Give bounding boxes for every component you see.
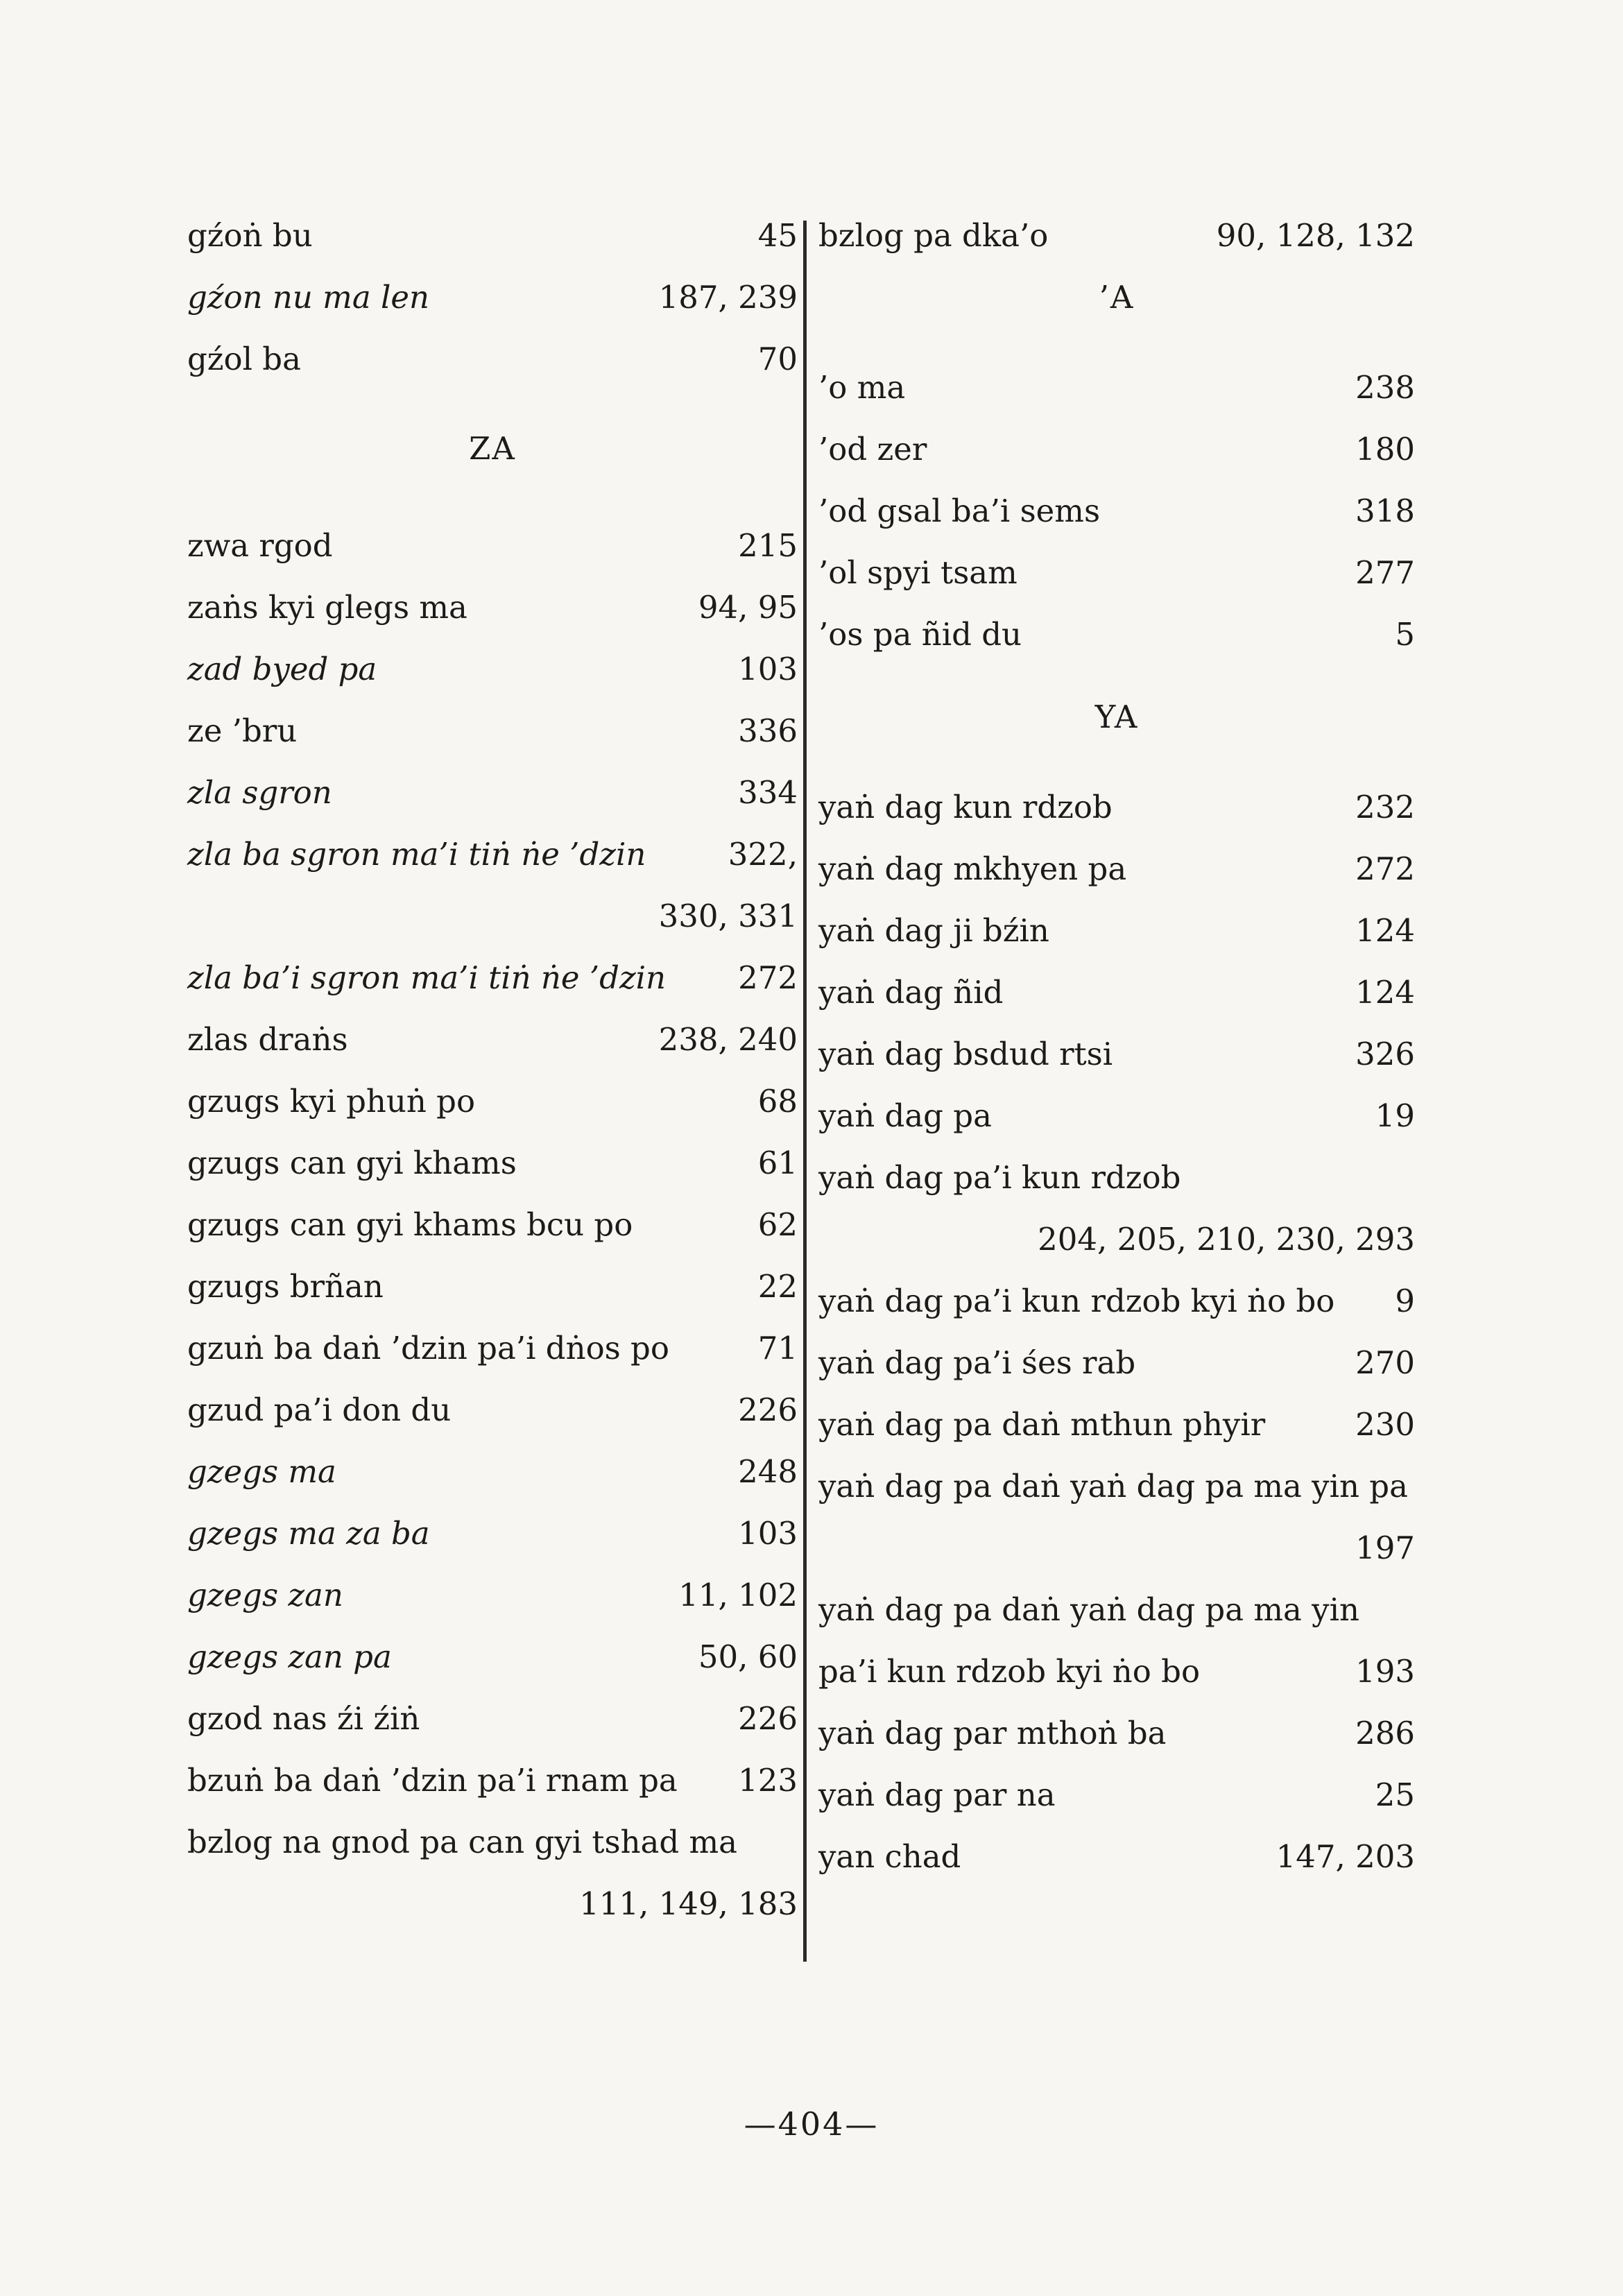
entry-pages: 5 <box>1395 616 1415 653</box>
index-entry <box>187 1815 798 1870</box>
entry-pages: 238, 240 <box>658 1021 798 1058</box>
index-entry <box>818 483 1415 539</box>
entry-term: bzlog na gnod pa can gyi tshad ma <box>187 1824 737 1860</box>
index-entry <box>818 780 1415 835</box>
section-heading-za: ZA <box>469 430 516 467</box>
entry-pages: 187, 239 <box>658 279 798 316</box>
entry-term: yaṅ dag pa daṅ mthun phyir <box>818 1406 1266 1443</box>
entry-term: ’os pa ñid du <box>818 616 1022 653</box>
page-number: —404— <box>744 2105 879 2143</box>
index-entry <box>818 841 1415 897</box>
entry-pages: 238 <box>1355 369 1415 406</box>
entry-pages: 61 <box>757 1145 798 1181</box>
entry-term: yaṅ dag par na <box>818 1776 1056 1813</box>
entry-pages: 270 <box>1355 1344 1415 1381</box>
index-entry <box>187 1444 798 1500</box>
entry-term: yaṅ dag ji bźin <box>818 912 1049 949</box>
index-entry <box>187 1136 798 1191</box>
entry-pages: 334 <box>738 774 798 811</box>
entry-pages: 19 <box>1375 1097 1415 1134</box>
entry-term: ze ’bru <box>187 712 298 749</box>
entry-term: pa’i kun rdzob kyi ṅo bo <box>818 1653 1201 1690</box>
entry-pages: 336 <box>738 712 798 749</box>
entry-term: bzlog pa dka’o <box>818 217 1049 254</box>
entry-term: gźon nu ma len <box>187 279 429 316</box>
index-entry <box>187 1382 798 1438</box>
entry-pages: 103 <box>738 1515 798 1552</box>
entry-pages: 94, 95 <box>698 589 798 626</box>
index-entry <box>818 1829 1415 1885</box>
entry-term: zad byed pa <box>187 651 377 687</box>
entry-pages: 68 <box>757 1083 798 1120</box>
entry-term: ’od gsal ba’i sems <box>818 492 1101 529</box>
entry-pages: 62 <box>757 1206 798 1243</box>
index-entry <box>818 1150 1415 1206</box>
entry-term: yaṅ dag ñid <box>818 974 1004 1011</box>
left-column <box>187 208 798 1977</box>
index-entry <box>818 422 1415 477</box>
index-entry <box>818 1459 1415 1514</box>
entry-pages: 25 <box>1375 1776 1415 1813</box>
entry-pages: 111, 149, 183 <box>579 1885 798 1922</box>
entry-term: gzegs ma <box>187 1453 336 1490</box>
entry-pages: 50, 60 <box>698 1638 798 1675</box>
index-entry <box>818 1274 1415 1329</box>
entry-term: gźol ba <box>187 341 301 377</box>
entry-term: bzuṅ ba daṅ ’dzin pa’i rnam pa <box>187 1762 678 1799</box>
entry-pages: 124 <box>1355 912 1415 949</box>
entry-term: yaṅ dag pa daṅ yaṅ dag pa ma yin <box>818 1591 1359 1628</box>
index-entry <box>818 1397 1415 1453</box>
index-entry <box>187 827 798 882</box>
index-entry <box>187 1691 798 1747</box>
entry-term: yaṅ dag pa’i kun rdzob <box>818 1159 1181 1196</box>
entry-pages: 197 <box>1355 1530 1415 1566</box>
entry-pages: 180 <box>1355 431 1415 468</box>
entry-pages: 123 <box>738 1762 798 1799</box>
entry-term: gzod nas źi źiṅ <box>187 1700 420 1737</box>
entry-term: zla sgron <box>187 774 332 811</box>
section-heading-a: ’A <box>1099 279 1135 316</box>
entry-pages: 277 <box>1355 554 1415 591</box>
entry-term: yaṅ dag pa’i śes rab <box>818 1344 1136 1381</box>
entry-term: ’o ma <box>818 369 906 406</box>
entry-pages: 193 <box>1355 1653 1415 1690</box>
entry-pages: 124 <box>1355 974 1415 1011</box>
index-entry <box>187 1012 798 1068</box>
index-entry <box>187 580 798 635</box>
section-heading-ya: YA <box>1094 699 1139 735</box>
entry-term: gzugs can gyi khams bcu po <box>187 1206 633 1243</box>
entry-term: gzugs brñan <box>187 1268 384 1305</box>
index-entry <box>187 889 798 944</box>
entry-term: yaṅ dag pa’i kun rdzob kyi ṅo bo <box>818 1283 1335 1319</box>
index-entry <box>187 1753 798 1808</box>
index-entry <box>187 765 798 821</box>
entry-pages: 230 <box>1355 1406 1415 1443</box>
entry-term: gzegs ma za ba <box>187 1515 430 1552</box>
index-entry <box>818 1520 1415 1576</box>
index-entry <box>187 950 798 1006</box>
entry-pages: 322, <box>728 836 798 873</box>
entry-pages: 22 <box>757 1268 798 1305</box>
entry-pages: 204, 205, 210, 230, 293 <box>1038 1221 1415 1258</box>
index-entry <box>818 1027 1415 1082</box>
entry-pages: 226 <box>738 1391 798 1428</box>
index-entry <box>818 545 1415 601</box>
right-column <box>818 208 1415 1977</box>
index-entry <box>818 1767 1415 1823</box>
index-entry <box>187 642 798 697</box>
index-entry <box>818 1212 1415 1267</box>
entry-term: zla ba’i sgron ma’i tiṅ ṅe ’dzin <box>187 959 667 996</box>
index-entry <box>818 360 1415 415</box>
entry-pages: 70 <box>757 341 798 377</box>
index-entry <box>187 1321 798 1376</box>
entry-term: zlas draṅs <box>187 1021 348 1058</box>
entry-term: gzegs zan <box>187 1577 343 1613</box>
index-entry <box>187 1876 798 1932</box>
entry-term: yaṅ dag pa <box>818 1097 992 1134</box>
index-entry <box>818 903 1415 959</box>
entry-pages: 286 <box>1355 1715 1415 1751</box>
entry-term: yaṅ dag bsdud rtsi <box>818 1036 1113 1072</box>
index-entry <box>187 1568 798 1623</box>
entry-pages: 248 <box>738 1453 798 1490</box>
entry-term: gźoṅ bu <box>187 217 313 254</box>
index-entry <box>818 1582 1415 1638</box>
entry-pages: 147, 203 <box>1276 1838 1415 1875</box>
entry-term: yaṅ dag pa daṅ yaṅ dag pa ma yin pa <box>818 1468 1408 1505</box>
index-entry <box>818 607 1415 662</box>
entry-pages: 272 <box>1355 850 1415 887</box>
entry-pages: 330, 331 <box>658 898 798 934</box>
entry-term: zaṅs kyi glegs ma <box>187 589 467 626</box>
entry-term: gzugs kyi phuṅ po <box>187 1083 476 1120</box>
index-entry <box>187 1629 798 1685</box>
entry-term: gzegs zan pa <box>187 1638 392 1675</box>
entry-pages: 9 <box>1395 1283 1415 1319</box>
entry-pages: 103 <box>738 651 798 687</box>
index-entry <box>187 703 798 759</box>
entry-pages: 326 <box>1355 1036 1415 1072</box>
entry-pages: 215 <box>738 527 798 564</box>
entry-term: gzuṅ ba daṅ ’dzin pa’i dṅos po <box>187 1330 669 1367</box>
entry-term: yan chad <box>818 1838 961 1875</box>
entry-pages: 318 <box>1355 492 1415 529</box>
entry-pages: 90, 128, 132 <box>1216 217 1415 254</box>
entry-term: gzud pa’i don du <box>187 1391 452 1428</box>
entry-term: zwa rgod <box>187 527 333 564</box>
index-entry <box>187 332 798 387</box>
entry-term: yaṅ dag kun rdzob <box>818 789 1113 825</box>
index-entry <box>818 1335 1415 1391</box>
entry-pages: 45 <box>757 217 798 254</box>
index-entry <box>187 1506 798 1561</box>
entry-pages: 272 <box>738 959 798 996</box>
index-entry <box>187 1074 798 1129</box>
entry-pages: 11, 102 <box>678 1577 798 1613</box>
index-entry <box>818 1088 1415 1144</box>
index-entry <box>187 208 798 264</box>
index-entry <box>187 1197 798 1253</box>
index-entry <box>187 270 798 325</box>
entry-term: yaṅ dag par mthoṅ ba <box>818 1715 1167 1751</box>
entry-term: ’ol spyi tsam <box>818 554 1017 591</box>
column-divider <box>803 221 807 1962</box>
index-entry <box>187 518 798 574</box>
entry-term: yaṅ dag mkhyen pa <box>818 850 1127 887</box>
index-entry <box>818 1706 1415 1761</box>
index-entry <box>818 1644 1415 1699</box>
index-entry <box>818 208 1415 264</box>
entry-pages: 71 <box>757 1330 798 1367</box>
entry-term: gzugs can gyi khams <box>187 1145 517 1181</box>
index-entry <box>818 965 1415 1020</box>
index-entry <box>187 1259 798 1314</box>
entry-term: ’od zer <box>818 431 927 468</box>
entry-pages: 232 <box>1355 789 1415 825</box>
entry-pages: 226 <box>738 1700 798 1737</box>
entry-term: zla ba sgron ma’i tiṅ ṅe ’dzin <box>187 836 646 873</box>
